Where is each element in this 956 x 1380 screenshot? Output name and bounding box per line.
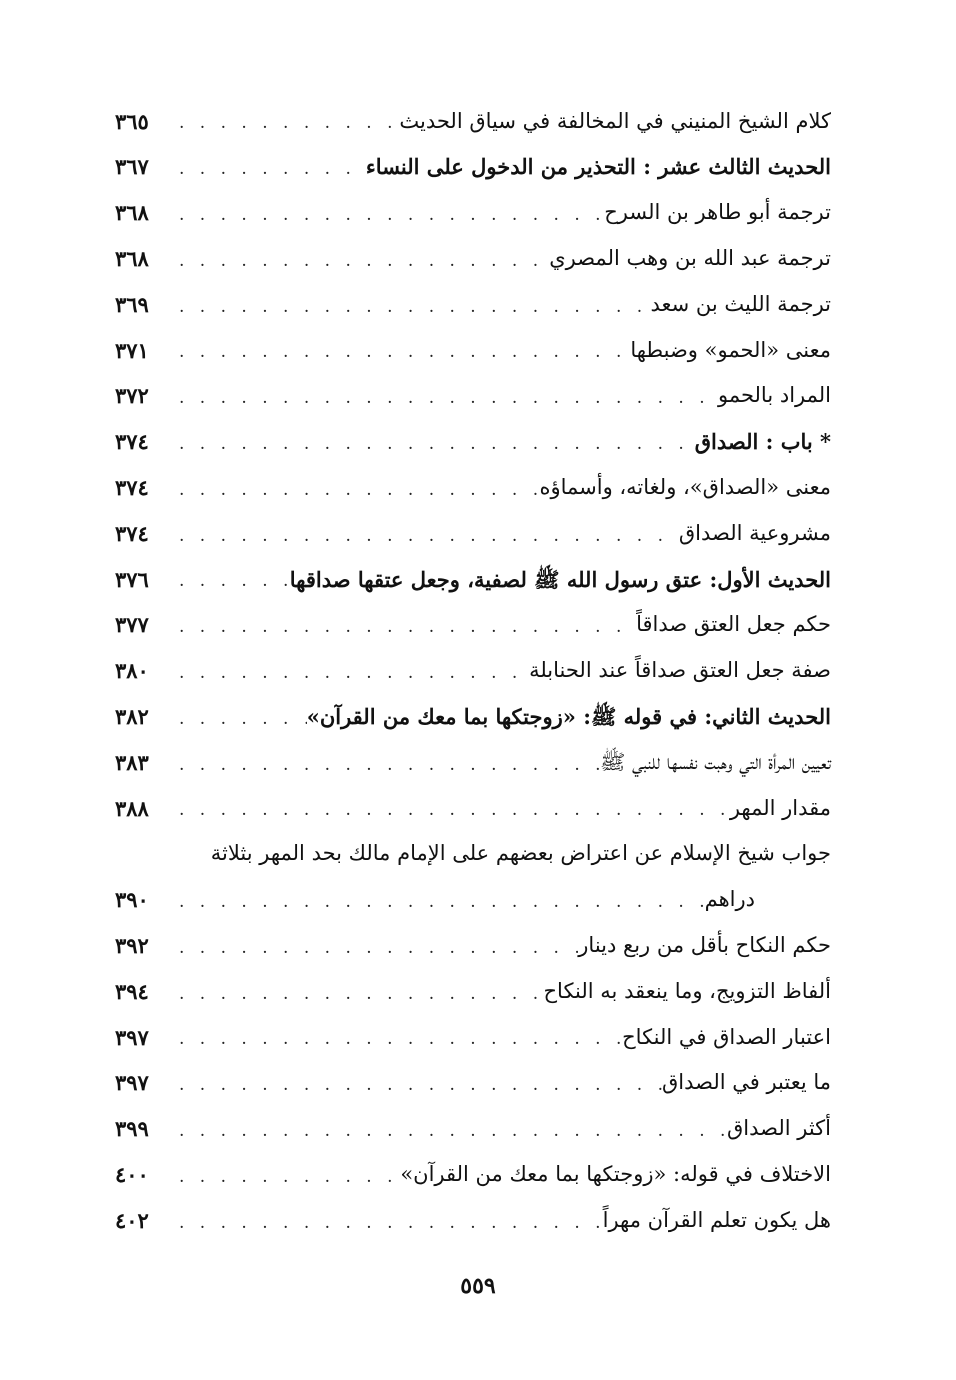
toc-leader-dots xyxy=(167,892,705,912)
toc-entry-page: ٣٨٨ xyxy=(115,795,149,821)
toc-entry-title: الحديث الثاني: في قوله ﷺ: «زوجتكها بما معك من القرآن» xyxy=(306,703,831,729)
toc-leader-dots xyxy=(167,1121,727,1141)
toc-entry-page: ٣٩٤ xyxy=(115,978,149,1004)
toc-entry-title: الحديث الأول: عتق رسول الله ﷺ لصفية، وجعل عتقها صداقها xyxy=(289,566,831,592)
toc-entry-page: ٣٧٤ xyxy=(115,474,149,500)
toc-entry-page: ٣٨٠ xyxy=(115,658,149,684)
toc-entry xyxy=(115,279,831,325)
toc-entry-title: دراهم xyxy=(704,887,755,912)
toc-leader-dots xyxy=(167,159,366,179)
toc-leader-dots xyxy=(167,297,650,317)
toc-entry-page: ٤٠٠ xyxy=(115,1161,149,1187)
toc-entry-title: ترجمة عبد الله بن وهب المصري xyxy=(549,246,831,270)
toc-leader-dots xyxy=(167,1167,400,1187)
toc-entry-page: ٣٩٢ xyxy=(115,932,149,958)
toc-entry-title: ترجمة الليث بن سعد xyxy=(650,291,831,316)
toc-entry-page: ٣٧٧ xyxy=(115,612,149,638)
toc-entry-title: الاختلاف في قوله: «زوجتكها بما معك من القرآن» xyxy=(400,1161,831,1186)
toc-leader-dots xyxy=(167,1029,622,1049)
toc-entry xyxy=(115,96,831,142)
toc-entry xyxy=(115,142,831,188)
toc-entry-page: ٣٩٧ xyxy=(115,1024,149,1050)
toc-entry-title: * باب : الصداق xyxy=(694,429,831,455)
toc-entry-page: ٣٧١ xyxy=(115,337,149,363)
toc-leader-dots xyxy=(167,938,578,958)
toc-entry xyxy=(115,920,831,966)
toc-entry-title: ما يعتبر في الصداق xyxy=(661,1070,831,1095)
table-of-contents xyxy=(115,96,831,1241)
toc-leader-dots xyxy=(167,663,529,683)
toc-entry xyxy=(115,462,831,508)
toc-entry-title: تعيين المرأة التي وهبت نفسها للنبي ﷺ xyxy=(600,749,831,774)
toc-entry-title: مقدار المهر xyxy=(729,795,831,820)
toc-entry-page: ٣٦٩ xyxy=(115,291,149,317)
toc-entry xyxy=(115,1149,831,1195)
page-number: ٥٥٩ xyxy=(460,1273,496,1299)
toc-entry xyxy=(115,737,831,783)
toc-leader-dots xyxy=(167,205,604,225)
toc-leader-dots xyxy=(167,388,718,408)
toc-entry xyxy=(115,646,831,692)
toc-leader-dots xyxy=(167,526,679,546)
toc-entry-title: حكم النكاح بأقل من ربع دينار xyxy=(578,932,831,957)
toc-entry-title: المراد بالحمو xyxy=(717,383,831,408)
toc-entry-title: معنى «الصداق»، ولغاته، وأسماؤه xyxy=(539,474,831,499)
toc-entry-title: الحديث الثالث عشر : التحذير من الدخول على النساء xyxy=(365,154,831,180)
toc-leader-dots xyxy=(167,1213,603,1233)
toc-entry-page: ٣٧٤ xyxy=(115,520,149,546)
toc-entry-page: ٣٧٢ xyxy=(115,383,149,409)
toc-leader-dots xyxy=(167,113,399,133)
toc-entry-page: ٣٧٤ xyxy=(115,429,149,455)
toc-entry-title: حكم جعل العتق صداقاً xyxy=(636,612,831,637)
toc-entry-page: ٣٩٠ xyxy=(115,887,149,913)
toc-leader-dots xyxy=(167,434,695,454)
toc-leader-dots xyxy=(167,342,630,362)
toc-entry xyxy=(115,691,831,737)
toc-leader-dots xyxy=(167,1075,662,1095)
toc-entry xyxy=(115,325,831,371)
toc-entry xyxy=(115,1104,831,1150)
toc-entry xyxy=(115,554,831,600)
toc-leader-dots xyxy=(167,709,307,729)
toc-entry-title: كلام الشيخ المنيني في المخالفة في سياق الحديث xyxy=(399,108,831,133)
toc-leader-dots xyxy=(167,800,730,820)
toc-entry xyxy=(115,600,831,646)
toc-leader-dots xyxy=(167,984,544,1004)
toc-entry-title: أكثر الصداق xyxy=(726,1116,831,1141)
toc-leader-dots xyxy=(167,571,290,591)
toc-entry xyxy=(115,1195,831,1241)
toc-entry-page: ٣٦٨ xyxy=(115,200,149,226)
toc-entry-page: ٣٦٧ xyxy=(115,154,149,180)
toc-entry-title: مشروعية الصداق xyxy=(678,520,831,545)
toc-entry-page: ٣٨٣ xyxy=(115,749,149,775)
toc-entry-title: جواب شيخ الإسلام عن اعتراض بعضهم على الإمام مالك بحد المهر بثلاثة xyxy=(210,841,831,866)
toc-entry-page: ٣٧٦ xyxy=(115,566,149,592)
toc-leader-dots xyxy=(167,480,539,500)
toc-entry-title: اعتبار الصداق في النكاح xyxy=(622,1024,831,1049)
toc-entry xyxy=(115,783,831,829)
toc-entry xyxy=(115,508,831,554)
toc-leader-dots xyxy=(167,755,600,775)
toc-entry-title: هل يكون تعلم القرآن مهراً xyxy=(602,1207,831,1232)
toc-entry xyxy=(115,1012,831,1058)
toc-entry xyxy=(115,371,831,417)
toc-leader-dots xyxy=(167,617,636,637)
toc-entry xyxy=(115,188,831,234)
toc-entry xyxy=(115,875,831,921)
toc-entry-page: ٤٠٢ xyxy=(115,1207,149,1233)
toc-entry-title: ترجمة أبو طاهر بن السرح xyxy=(604,200,831,225)
toc-entry-page: ٣٩٩ xyxy=(115,1116,149,1142)
toc-entry-page: ٣٦٨ xyxy=(115,246,149,271)
toc-leader-dots xyxy=(167,251,549,271)
toc-entry-page: ٣٦٥ xyxy=(115,108,149,134)
toc-entry-title: ألفاظ التزويج، وما ينعقد به النكاح xyxy=(543,978,831,1003)
toc-entry xyxy=(115,966,831,1012)
toc-entry-title: معنى «الحمو» وضبطها xyxy=(630,337,831,362)
toc-entry xyxy=(115,233,831,279)
toc-entry xyxy=(115,1058,831,1104)
toc-entry xyxy=(115,417,831,463)
toc-entry-page: ٣٨٢ xyxy=(115,703,149,729)
toc-entry xyxy=(115,829,831,875)
toc-entry-title: صفة جعل العتق صداقاً عند الحنابلة xyxy=(529,658,831,683)
toc-entry-page: ٣٩٧ xyxy=(115,1070,149,1096)
